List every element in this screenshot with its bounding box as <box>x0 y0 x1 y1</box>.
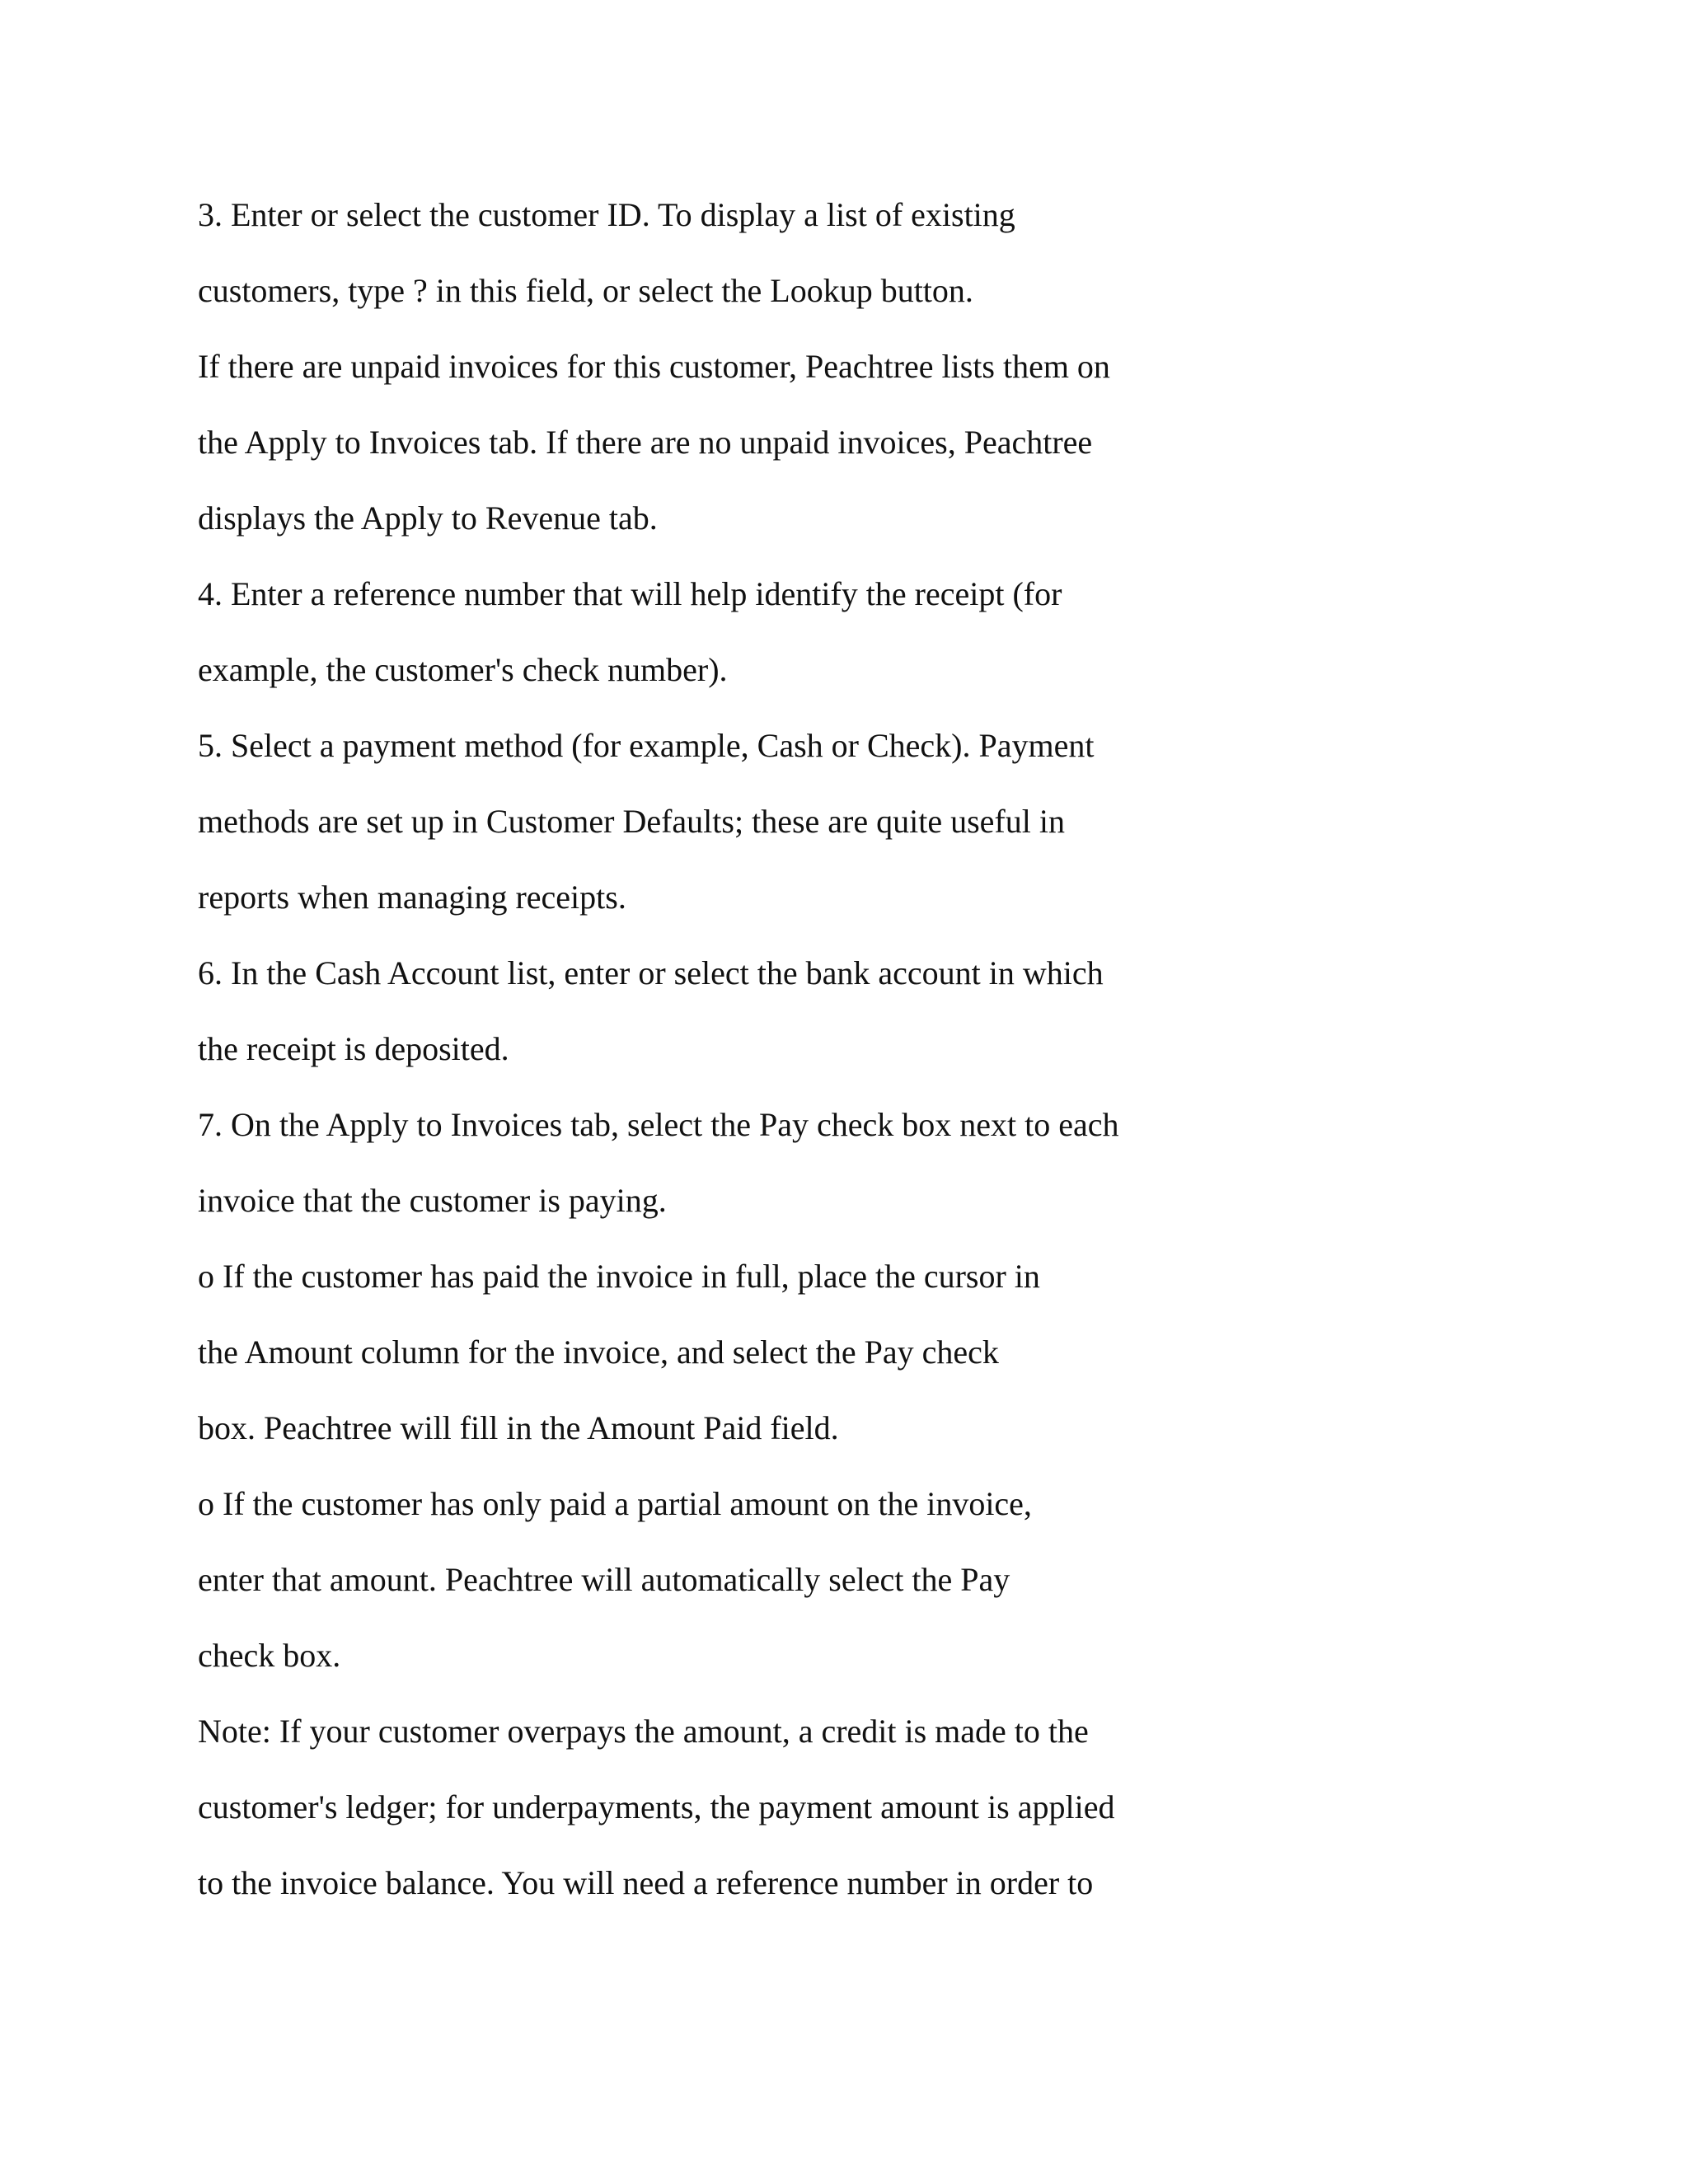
text-line: 7. On the Apply to Invoices tab, select the Pay check box next to each <box>198 1106 1119 1143</box>
text-line: box. Peachtree will fill in the Amount Paid field. <box>198 1409 839 1446</box>
text-line: the receipt is deposited. <box>198 1030 509 1067</box>
text-line: enter that amount. Peachtree will automatically select the Pay <box>198 1561 1010 1598</box>
text-line: 4. Enter a reference number that will help identify the receipt (for <box>198 575 1062 612</box>
text-line: If there are unpaid invoices for this customer, Peachtree lists them on <box>198 348 1110 385</box>
text-line: invoice that the customer is paying. <box>198 1182 667 1219</box>
text-line: check box. <box>198 1637 341 1674</box>
text-line: to the invoice balance. You will need a reference number in order to <box>198 1864 1094 1901</box>
text-line: the Amount column for the invoice, and select the Pay check <box>198 1333 999 1371</box>
text-line: o If the customer has paid the invoice in full, place the cursor in <box>198 1258 1040 1295</box>
text-line: customers, type ? in this field, or select the Lookup button. <box>198 272 973 309</box>
text-line: methods are set up in Customer Defaults; these are quite useful in <box>198 803 1065 840</box>
text-line: 3. Enter or select the customer ID. To display a list of existing <box>198 196 1015 233</box>
text-line: Note: If your customer overpays the amount, a credit is made to the <box>198 1713 1089 1750</box>
text-line: the Apply to Invoices tab. If there are no unpaid invoices, Peachtree <box>198 424 1093 461</box>
text-line: 6. In the Cash Account list, enter or select the bank account in which <box>198 954 1104 991</box>
text-line: reports when managing receipts. <box>198 879 626 916</box>
text-line: example, the customer's check number). <box>198 651 728 688</box>
text-line: displays the Apply to Revenue tab. <box>198 499 658 537</box>
text-line: o If the customer has only paid a partial amount on the invoice, <box>198 1485 1032 1522</box>
text-line: customer's ledger; for underpayments, the payment amount is applied <box>198 1788 1115 1825</box>
text-line: 5. Select a payment method (for example, Cash or Check). Payment <box>198 727 1095 764</box>
